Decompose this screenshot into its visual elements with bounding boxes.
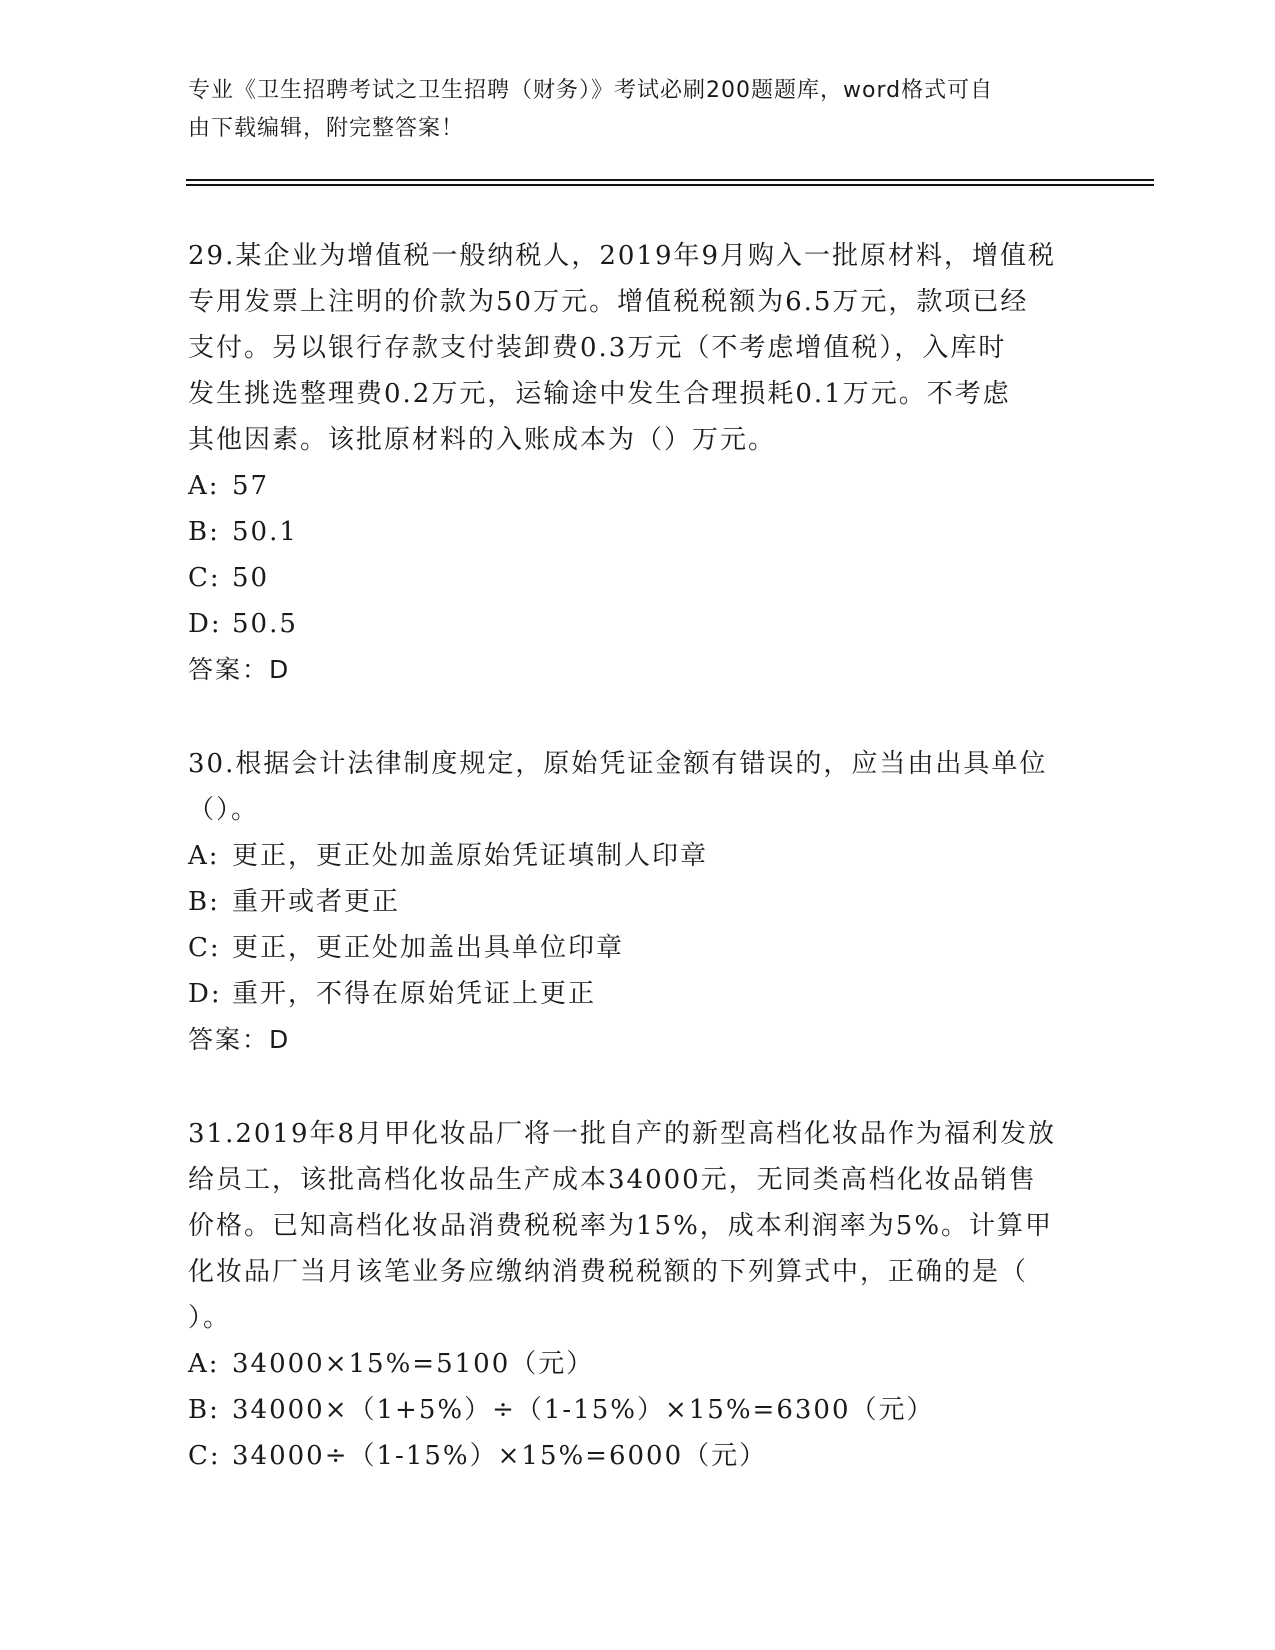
option-a [188,463,1088,509]
option-c [188,555,1088,601]
option-text: 更正，更正处加盖出具单位印章 [232,933,625,963]
option-text: 34000×15%=5100（元） [232,1349,595,1379]
question-text [188,233,1088,463]
option-key: D: [188,609,222,639]
answer-label: 答案：D [188,1025,291,1054]
option-d [188,601,1088,647]
option-key: B: [188,517,220,547]
option-c [188,925,1088,971]
option-text: 更正，更正处加盖原始凭证填制人印章 [232,841,709,871]
question-line: 31.2019年8月甲化妆品厂将一批自产的新型高档化妆品作为福利发放 [188,1119,1057,1149]
header-rule-bottom [186,184,1154,186]
question-line: ）。 [188,1303,232,1333]
option-key: C: [188,933,221,963]
option-key: A: [188,1349,220,1379]
question-line: 化妆品厂当月该笔业务应缴纳消费税税额的下列算式中，正确的是（ [188,1257,1029,1287]
option-b [188,1387,1088,1433]
question-line: 其他因素。该批原材料的入账成本为（）万元。 [188,425,777,455]
option-c [188,1433,1088,1479]
option-key: C: [188,563,221,593]
question-line: （）。 [188,795,260,825]
question-line: 29.某企业为增值税一般纳税人，2019年9月购入一批原材料，增值税 [188,241,1057,271]
question-line: 支付。另以银行存款支付装卸费0.3万元（不考虑增值税），入库时 [188,333,1007,363]
option-b [188,509,1088,555]
option-text: 重开或者更正 [232,887,401,917]
option-b [188,879,1088,925]
header-line-2: 由下载编辑，附完整答案！ [188,116,465,141]
option-text: 重开，不得在原始凭证上更正 [232,979,597,1009]
option-key: B: [188,1395,220,1425]
question-line: 专用发票上注明的价款为50万元。增值税税额为6.5万元，款项已经 [188,287,1029,317]
option-a [188,833,1088,879]
option-text: 50.1 [232,517,298,547]
question-line: 30.根据会计法律制度规定，原始凭证金额有错误的，应当由出具单位 [188,749,1048,779]
question-text [188,741,1088,833]
option-key: C: [188,1441,221,1471]
answer-label: 答案：D [188,655,291,684]
question-line: 发生挑选整理费0.2万元，运输途中发生合理损耗0.1万元。不考虑 [188,379,1011,409]
option-d [188,971,1088,1017]
question-line: 给员工，该批高档化妆品生产成本34000元，无同类高档化妆品销售 [188,1165,1037,1195]
option-text: 50.5 [232,609,298,639]
option-text: 57 [232,471,270,501]
header-line-1: 专业《卫生招聘考试之卫生招聘（财务）》考试必刷200题题库，word格式可自 [188,78,994,103]
question-30 [188,741,1088,1063]
option-key: B: [188,887,220,917]
option-key: A: [188,471,220,501]
option-key: A: [188,841,220,871]
option-text: 34000÷（1-15%）×15%=6000（元） [232,1441,768,1471]
question-line: 价格。已知高档化妆品消费税税率为15%，成本利润率为5%。计算甲 [188,1211,1054,1241]
option-key: D: [188,979,222,1009]
option-text: 50 [232,563,270,593]
header-rule-top [186,179,1154,181]
question-31 [188,1111,1088,1479]
question-29 [188,233,1088,693]
option-a [188,1341,1088,1387]
document-header [188,72,1068,148]
option-text: 34000×（1+5%）÷（1-15%）×15%=6300（元） [232,1395,935,1425]
question-text [188,1111,1088,1341]
